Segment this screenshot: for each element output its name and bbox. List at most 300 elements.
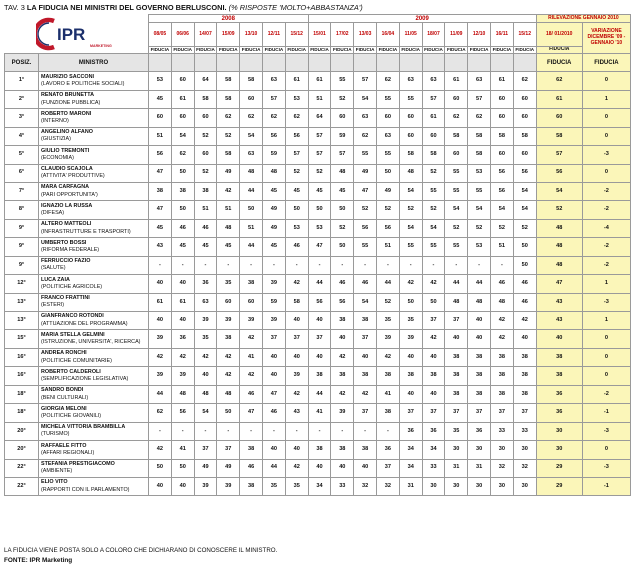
ministry-name: (SALUTE): [41, 265, 66, 272]
trust-value-cell: 38: [445, 367, 468, 385]
variation-cell: -2: [582, 182, 630, 200]
trust-value-cell: 36: [422, 422, 445, 440]
table-row: [5, 90, 631, 108]
trust-value-cell: 39: [262, 275, 285, 293]
variation-fiducia-header: FIDUCIA: [582, 53, 630, 71]
trust-value-cell: 35: [217, 275, 240, 293]
trust-value-cell: 38: [354, 367, 377, 385]
table-row: [5, 109, 631, 127]
trust-value-cell: 56: [171, 404, 194, 422]
trust-value-cell: 62: [171, 146, 194, 164]
trust-value-cell: 30: [445, 477, 468, 495]
minister-name: ROBERTO MARONI: [41, 110, 92, 117]
current-trust-cell: 36: [536, 404, 582, 422]
trust-value-cell: 37: [308, 330, 331, 348]
trust-value-cell: -: [422, 256, 445, 274]
trust-value-cell: 54: [468, 201, 491, 219]
trust-value-cell: -: [377, 256, 400, 274]
title-main: LA FIDUCIA NEI MINISTRI DEL GOVERNO BERLUSCONI.: [26, 3, 227, 12]
trust-value-cell: 47: [149, 164, 172, 182]
trust-value-cell: -: [262, 422, 285, 440]
table-row: [5, 219, 631, 237]
trust-value-cell: 30: [445, 441, 468, 459]
trust-value-cell: 60: [399, 109, 422, 127]
trust-value-cell: 41: [377, 385, 400, 403]
trust-value-cell: 46: [171, 219, 194, 237]
current-trust-cell: 30: [536, 441, 582, 459]
fiducia-subheader: FIDUCIA: [354, 46, 377, 53]
blank-header-cell: [217, 53, 240, 71]
minister-cell: [39, 422, 149, 440]
trust-value-cell: 38: [240, 441, 263, 459]
trust-value-cell: 42: [285, 459, 308, 477]
minister-cell: [39, 330, 149, 348]
trust-value-cell: -: [194, 422, 217, 440]
trust-value-cell: 42: [240, 367, 263, 385]
trust-value-cell: 49: [217, 164, 240, 182]
trust-value-cell: 38: [468, 385, 491, 403]
trust-value-cell: 61: [490, 72, 513, 90]
trust-value-cell: 38: [513, 348, 536, 366]
trust-value-cell: 62: [468, 109, 491, 127]
trust-value-cell: 47: [149, 201, 172, 219]
trust-value-cell: 40: [468, 312, 491, 330]
trust-value-cell: 38: [422, 367, 445, 385]
trust-value-cell: 53: [285, 219, 308, 237]
trust-value-cell: 52: [285, 164, 308, 182]
minister-cell: [39, 312, 149, 330]
current-trust-cell: 30: [536, 422, 582, 440]
minister-name: FRANCO FRATTINI: [41, 295, 90, 302]
variation-cell: 0: [582, 109, 630, 127]
trust-value-cell: 50: [171, 164, 194, 182]
trust-value-cell: 49: [262, 201, 285, 219]
trust-value-cell: 53: [149, 72, 172, 90]
trust-value-cell: 55: [354, 146, 377, 164]
trust-value-cell: 31: [468, 459, 491, 477]
trust-value-cell: 53: [285, 90, 308, 108]
date-header: 16/11: [490, 23, 513, 47]
trust-value-cell: 50: [217, 404, 240, 422]
position-cell: 20°: [5, 441, 39, 459]
trust-value-cell: 61: [149, 293, 172, 311]
trust-value-cell: 42: [422, 330, 445, 348]
position-cell: 3°: [5, 109, 39, 127]
trust-value-cell: 39: [194, 312, 217, 330]
position-cell: 15°: [5, 330, 39, 348]
trust-value-cell: 32: [354, 477, 377, 495]
trust-value-cell: 52: [490, 219, 513, 237]
position-cell: 2°: [5, 90, 39, 108]
trust-value-cell: 58: [240, 72, 263, 90]
trust-value-cell: 53: [308, 219, 331, 237]
trust-value-cell: 50: [171, 459, 194, 477]
trust-value-cell: 54: [171, 127, 194, 145]
trust-value-cell: 46: [490, 275, 513, 293]
trust-value-cell: 56: [285, 127, 308, 145]
date-header: 14/07: [194, 23, 217, 47]
current-trust-cell: 48: [536, 219, 582, 237]
trust-value-cell: 42: [285, 385, 308, 403]
minister-cell: [39, 238, 149, 256]
trust-value-cell: 39: [194, 477, 217, 495]
trust-value-cell: 38: [468, 348, 491, 366]
position-cell: 9°: [5, 219, 39, 237]
trust-value-cell: 53: [468, 164, 491, 182]
trust-value-cell: 40: [308, 459, 331, 477]
trust-value-cell: 38: [331, 441, 354, 459]
trust-value-cell: 58: [513, 127, 536, 145]
trust-value-cell: 30: [468, 441, 491, 459]
trust-value-cell: 42: [285, 275, 308, 293]
current-trust-cell: 48: [536, 238, 582, 256]
trust-value-cell: -: [285, 256, 308, 274]
trust-value-cell: 38: [217, 330, 240, 348]
trust-value-cell: 63: [262, 72, 285, 90]
position-cell: 16°: [5, 348, 39, 366]
trust-value-cell: 39: [149, 367, 172, 385]
ministry-name: (PARI OPPORTUNITA'): [41, 191, 98, 198]
title-prefix: TAV. 3: [4, 3, 25, 12]
minister-name: FERRUCCIO FAZIO: [41, 258, 91, 265]
trust-value-cell: 59: [262, 146, 285, 164]
variation-cell: 1: [582, 90, 630, 108]
trust-value-cell: 60: [422, 127, 445, 145]
trust-value-cell: 44: [445, 275, 468, 293]
variation-cell: -2: [582, 385, 630, 403]
table-row: [5, 348, 631, 366]
blank-header-cell: [354, 53, 377, 71]
trust-value-cell: 50: [285, 201, 308, 219]
trust-value-cell: 45: [149, 90, 172, 108]
table-row: [5, 330, 631, 348]
trust-value-cell: 42: [217, 182, 240, 200]
trust-value-cell: 59: [331, 127, 354, 145]
table-row: [5, 422, 631, 440]
date-header: 13/10: [240, 23, 263, 47]
trust-value-cell: -: [308, 256, 331, 274]
trust-value-cell: 30: [468, 477, 491, 495]
trust-value-cell: 51: [308, 90, 331, 108]
ministry-name: (GIUSTIZIA): [41, 136, 71, 143]
ministry-name: (SEMPLIFICAZIONE LEGISLATIVA): [41, 376, 129, 383]
minister-name: ROBERTO CALDEROLI: [41, 368, 101, 375]
current-trust-cell: 40: [536, 330, 582, 348]
logo-text: IPR: [57, 24, 86, 44]
fiducia-subheader: FIDUCIA: [513, 46, 536, 53]
date-header: 15/09: [217, 23, 240, 47]
trust-value-cell: 33: [422, 459, 445, 477]
trust-value-cell: 42: [377, 348, 400, 366]
date-header: 12/11: [262, 23, 285, 47]
variation-cell: -1: [582, 477, 630, 495]
trust-value-cell: 61: [171, 293, 194, 311]
variation-cell: 0: [582, 441, 630, 459]
trust-value-cell: 48: [217, 385, 240, 403]
trust-value-cell: 50: [171, 201, 194, 219]
trust-value-cell: 45: [262, 182, 285, 200]
trust-value-cell: 50: [331, 238, 354, 256]
table-title: [4, 2, 630, 14]
variation-cell: -3: [582, 422, 630, 440]
trust-value-cell: 55: [399, 90, 422, 108]
title-sub: (% RISPOSTE 'MOLTO+ABBASTANZA'): [228, 3, 363, 12]
ipr-logo: [36, 15, 116, 51]
trust-value-cell: 46: [331, 275, 354, 293]
trust-value-cell: 60: [240, 293, 263, 311]
trust-value-cell: 48: [194, 385, 217, 403]
current-trust-cell: 61: [536, 90, 582, 108]
trust-value-cell: 51: [217, 201, 240, 219]
trust-value-cell: 53: [468, 238, 491, 256]
fiducia-subheader: FIDUCIA: [490, 46, 513, 53]
trust-value-cell: 42: [171, 348, 194, 366]
trust-value-cell: 30: [490, 477, 513, 495]
trust-value-cell: 30: [513, 441, 536, 459]
date-header: 11/05: [399, 23, 422, 47]
trust-value-cell: 37: [422, 404, 445, 422]
minister-name: MAURIZIO SACCONI: [41, 73, 95, 80]
year-2009-header: 2009: [308, 15, 536, 23]
trust-value-cell: 59: [262, 293, 285, 311]
trust-value-cell: 55: [445, 164, 468, 182]
trust-value-cell: 63: [399, 72, 422, 90]
blank-header-cell: [468, 53, 491, 71]
trust-value-cell: 49: [262, 219, 285, 237]
trust-value-cell: 54: [513, 201, 536, 219]
trust-value-cell: 38: [331, 312, 354, 330]
trust-value-cell: 60: [445, 146, 468, 164]
position-cell: 16°: [5, 367, 39, 385]
trust-value-cell: 58: [194, 90, 217, 108]
trust-value-cell: 52: [354, 201, 377, 219]
table-row: [5, 164, 631, 182]
ministry-name: (POLITICHE AGRICOLE): [41, 283, 103, 290]
trust-value-cell: -: [262, 256, 285, 274]
current-fiducia-header: FIDUCIA: [536, 53, 582, 71]
blank-header-cell: [490, 53, 513, 71]
table-row: [5, 477, 631, 495]
trust-value-cell: 38: [171, 182, 194, 200]
ministry-name: (ESTERI): [41, 302, 65, 309]
trust-value-cell: 52: [331, 219, 354, 237]
trust-value-cell: 54: [240, 127, 263, 145]
table-row: [5, 182, 631, 200]
date-header: 08/05: [149, 23, 172, 47]
table-row: [5, 127, 631, 145]
fiducia-subheader: FIDUCIA: [422, 46, 445, 53]
trust-value-cell: 42: [149, 348, 172, 366]
variation-cell: 0: [582, 367, 630, 385]
minister-name: CLAUDIO SCAJOLA: [41, 165, 93, 172]
trust-value-cell: 32: [377, 477, 400, 495]
minister-name: GIULIO TREMONTI: [41, 147, 90, 154]
trust-value-cell: 58: [422, 146, 445, 164]
trust-value-cell: 62: [445, 109, 468, 127]
minister-cell: [39, 404, 149, 422]
trust-value-cell: 64: [194, 72, 217, 90]
trust-value-cell: 48: [399, 164, 422, 182]
trust-value-cell: 44: [468, 275, 491, 293]
trust-value-cell: 60: [331, 109, 354, 127]
trust-value-cell: 56: [308, 293, 331, 311]
variazione-header: VARIAZIONE DICEMBRE '09 - GENNAIO '10: [582, 23, 630, 54]
minister-name: ALTERO MATTEOLI: [41, 221, 92, 228]
trust-value-cell: 48: [240, 164, 263, 182]
ministry-name: (AFFARI REGIONALI): [41, 449, 95, 456]
trust-value-cell: 50: [377, 164, 400, 182]
date-header: 16/04: [377, 23, 400, 47]
trust-value-cell: 60: [194, 146, 217, 164]
trust-value-cell: 58: [468, 146, 491, 164]
trust-value-cell: 39: [285, 367, 308, 385]
trust-value-cell: 57: [331, 146, 354, 164]
position-cell: 22°: [5, 477, 39, 495]
trust-value-cell: 52: [445, 219, 468, 237]
minister-cell: [39, 201, 149, 219]
blank-header-cell: [171, 53, 194, 71]
ministry-name: (ATTIVITA' PRODUTTIVE): [41, 173, 105, 180]
trust-value-cell: -: [194, 256, 217, 274]
position-cell: 12°: [5, 275, 39, 293]
trust-value-cell: 37: [468, 404, 491, 422]
trust-value-cell: 57: [262, 90, 285, 108]
trust-value-cell: 42: [149, 441, 172, 459]
trust-value-cell: 63: [240, 146, 263, 164]
current-trust-cell: 47: [536, 275, 582, 293]
trust-value-cell: 56: [490, 164, 513, 182]
blank-header-cell: [399, 53, 422, 71]
position-cell: 18°: [5, 404, 39, 422]
trust-value-cell: 52: [377, 201, 400, 219]
trust-value-cell: 54: [513, 182, 536, 200]
fiducia-subheader: FIDUCIA: [377, 46, 400, 53]
date-header: 15/12: [513, 23, 536, 47]
trust-value-cell: 51: [377, 238, 400, 256]
trust-value-cell: 40: [354, 348, 377, 366]
variation-cell: 0: [582, 164, 630, 182]
ministry-name: (RAPPORTI CON IL PARLAMENTO): [41, 486, 130, 493]
trust-value-cell: 42: [422, 275, 445, 293]
trust-value-cell: -: [171, 422, 194, 440]
trust-value-cell: 42: [217, 348, 240, 366]
trust-value-cell: 50: [513, 256, 536, 274]
trust-value-cell: 33: [331, 477, 354, 495]
minister-cell: [39, 385, 149, 403]
position-cell: 4°: [5, 127, 39, 145]
trust-value-cell: -: [149, 256, 172, 274]
trust-value-cell: 46: [285, 238, 308, 256]
trust-value-cell: 46: [513, 275, 536, 293]
current-date-header: 18/ 01/2010: [536, 23, 582, 47]
trust-value-cell: 40: [308, 348, 331, 366]
trust-value-cell: 38: [445, 348, 468, 366]
trust-value-cell: 54: [354, 293, 377, 311]
trust-value-cell: 45: [194, 238, 217, 256]
trust-value-cell: 52: [217, 127, 240, 145]
minister-name: ELIO VITO: [41, 479, 68, 486]
trust-value-cell: 40: [399, 348, 422, 366]
trust-value-cell: 50: [149, 459, 172, 477]
fiducia-subheader: FIDUCIA: [285, 46, 308, 53]
ministry-name: (POLITICHE COMUNITARIE): [41, 357, 112, 364]
trust-value-cell: 37: [354, 330, 377, 348]
trust-value-cell: 36: [171, 330, 194, 348]
current-trust-cell: 62: [536, 72, 582, 90]
trust-value-cell: 44: [149, 385, 172, 403]
position-cell: 9°: [5, 238, 39, 256]
trust-value-cell: 37: [354, 404, 377, 422]
year-2008-header: 2008: [149, 15, 309, 23]
trust-value-cell: 63: [422, 72, 445, 90]
trust-value-cell: -: [149, 422, 172, 440]
trust-value-cell: 31: [399, 477, 422, 495]
trust-value-cell: 58: [285, 293, 308, 311]
trust-value-cell: 54: [194, 404, 217, 422]
trust-value-cell: 57: [308, 127, 331, 145]
trust-value-cell: 34: [308, 477, 331, 495]
minister-name: UMBERTO BOSSI: [41, 239, 87, 246]
trust-value-cell: 38: [149, 182, 172, 200]
current-trust-cell: 54: [536, 182, 582, 200]
trust-value-cell: 40: [331, 459, 354, 477]
trust-value-cell: 42: [217, 367, 240, 385]
trust-value-cell: 58: [490, 127, 513, 145]
trust-value-cell: -: [285, 422, 308, 440]
trust-value-cell: 55: [445, 238, 468, 256]
trust-value-cell: 38: [490, 385, 513, 403]
trust-value-cell: 58: [468, 127, 491, 145]
trust-value-cell: 30: [513, 477, 536, 495]
trust-value-cell: 30: [422, 477, 445, 495]
trust-value-cell: 43: [285, 404, 308, 422]
trust-value-cell: 40: [149, 312, 172, 330]
trust-value-cell: 38: [377, 404, 400, 422]
trust-value-cell: 44: [308, 385, 331, 403]
trust-value-cell: 38: [513, 385, 536, 403]
current-trust-cell: 43: [536, 312, 582, 330]
trust-value-cell: 58: [399, 146, 422, 164]
ministry-name: (LAVORO E POLITICHE SOCIALI): [41, 81, 125, 88]
ministry-name: (INTERNO): [41, 117, 69, 124]
trust-value-cell: 61: [445, 72, 468, 90]
trust-value-cell: 44: [377, 275, 400, 293]
trust-value-cell: 40: [262, 367, 285, 385]
trust-value-cell: 46: [354, 275, 377, 293]
minister-cell: [39, 275, 149, 293]
logo-cell: [5, 15, 149, 54]
trust-value-cell: 48: [445, 293, 468, 311]
trust-value-cell: 56: [513, 164, 536, 182]
position-cell: 5°: [5, 146, 39, 164]
trust-value-cell: 35: [194, 330, 217, 348]
trust-value-cell: 42: [240, 330, 263, 348]
trust-value-cell: 52: [513, 219, 536, 237]
fiducia-subheader: FIDUCIA: [240, 46, 263, 53]
trust-value-cell: -: [445, 256, 468, 274]
trust-value-cell: 40: [285, 441, 308, 459]
ministry-name: (ISTRUZIONE, UNIVERSITA', RICERCA): [41, 339, 141, 346]
trust-value-cell: 60: [149, 109, 172, 127]
position-cell: 6°: [5, 164, 39, 182]
trust-value-cell: -: [490, 256, 513, 274]
minister-name: MICHELA VITTORIA BRAMBILLA: [41, 424, 126, 431]
trust-value-cell: 51: [149, 127, 172, 145]
trust-value-cell: 38: [513, 367, 536, 385]
trust-value-cell: 63: [468, 72, 491, 90]
blank-header-cell: [149, 53, 172, 71]
variation-cell: -3: [582, 146, 630, 164]
